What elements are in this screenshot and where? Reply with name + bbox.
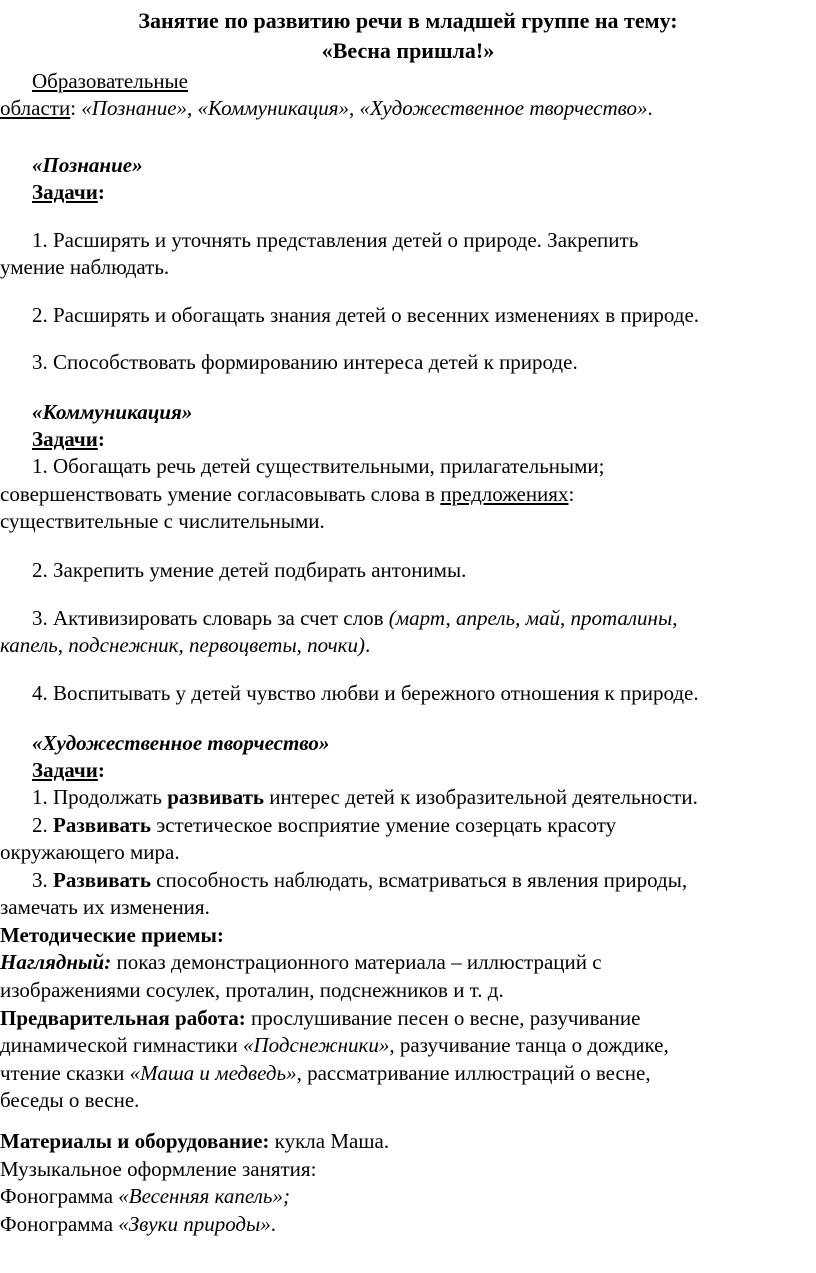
title-line-1: Занятие по развитию речи в младшей группе на тему: <box>138 8 678 33</box>
task-poznanie-1-line1: 1. Расширять и уточнять представления детей о природе. Закрепить <box>32 228 639 252</box>
task-tv-2-line2: окружающего мира. <box>0 840 180 864</box>
task-poznanie-2: 2. Расширять и обогащать знания детей о весенних изменениях в природе. <box>32 303 700 327</box>
areas-text: «Познание», «Коммуникация», «Художественное творчество» <box>81 96 648 120</box>
areas-line: области: «Познание», «Коммуникация», «Художественное творчество». <box>0 96 653 120</box>
methods-visual-line2: изображениями сосулек, проталин, подснежников и т. д. <box>0 978 504 1002</box>
tasks-label-tvorchestvo: Задачи: <box>32 758 105 782</box>
task-tv-2-line1: 2. Развивать эстетическое восприятие умение созерцать красоту <box>32 813 617 837</box>
task-poznanie-1-line2: умение наблюдать. <box>0 255 170 279</box>
section-heading-tvorchestvo: «Художественное творчество» <box>32 731 330 755</box>
task-poznanie-3: 3. Способствовать формированию интереса детей к природе. <box>32 350 578 374</box>
task-komm-2: 2. Закрепить умение детей подбирать антонимы. <box>32 558 467 582</box>
phonogram-1: Фонограмма «Весенняя капель»; <box>0 1184 290 1208</box>
areas-label-part1: Образовательные <box>32 69 188 93</box>
methods-visual-line1: Наглядный: показ демонстрационного материала – иллюстраций с <box>0 950 602 974</box>
task-komm-4: 4. Воспитывать у детей чувство любви и бережного отношения к природе. <box>32 681 699 705</box>
task-komm-3-line2: капель, подснежник, первоцветы, почки). <box>0 633 371 657</box>
phonogram-2: Фонограмма «Звуки природы». <box>0 1212 277 1236</box>
task-tv-3-line2: замечать их изменения. <box>0 895 210 919</box>
prep-line3: чтение сказки «Маша и медведь», рассматривание иллюстраций о весне, <box>0 1061 651 1085</box>
prep-line2: динамической гимнастики «Подснежники», разучивание танца о дождике, <box>0 1033 669 1057</box>
prep-line4: беседы о весне. <box>0 1088 140 1112</box>
section-heading-kommunikaciya: «Коммуникация» <box>32 400 193 424</box>
tasks-label-poznanie: Задачи: <box>32 180 105 204</box>
task-komm-1-line3: существительные с числительными. <box>0 509 325 533</box>
areas-label-part2: области <box>0 96 71 120</box>
task-komm-1-line2: совершенствовать умение согласовывать слова в предложениях: <box>0 482 575 506</box>
tasks-label-kommunikaciya: Задачи: <box>32 427 105 451</box>
materials-line: Материалы и оборудование: кукла Маша. <box>0 1129 390 1153</box>
music-line: Музыкальное оформление занятия: <box>0 1157 317 1181</box>
section-heading-poznanie: «Познание» <box>32 153 143 177</box>
task-komm-3-line1: 3. Активизировать словарь за счет слов (март, апрель, май, проталины, <box>32 606 678 630</box>
task-tv-1: 1. Продолжать развивать интерес детей к изобразительной деятельности. <box>32 785 698 809</box>
methods-heading: Методические приемы: <box>0 923 224 947</box>
underlined-word: предложениях <box>440 482 569 506</box>
prep-line1: Предварительная работа: прослушивание песен о весне, разучивание <box>0 1006 641 1030</box>
title-line-2: «Весна пришла!» <box>321 38 495 63</box>
task-komm-1-line1: 1. Обогащать речь детей существительными, прилагательными; <box>32 454 605 478</box>
task-tv-3-line1: 3. Развивать способность наблюдать, всматриваться в явления природы, <box>32 868 688 892</box>
